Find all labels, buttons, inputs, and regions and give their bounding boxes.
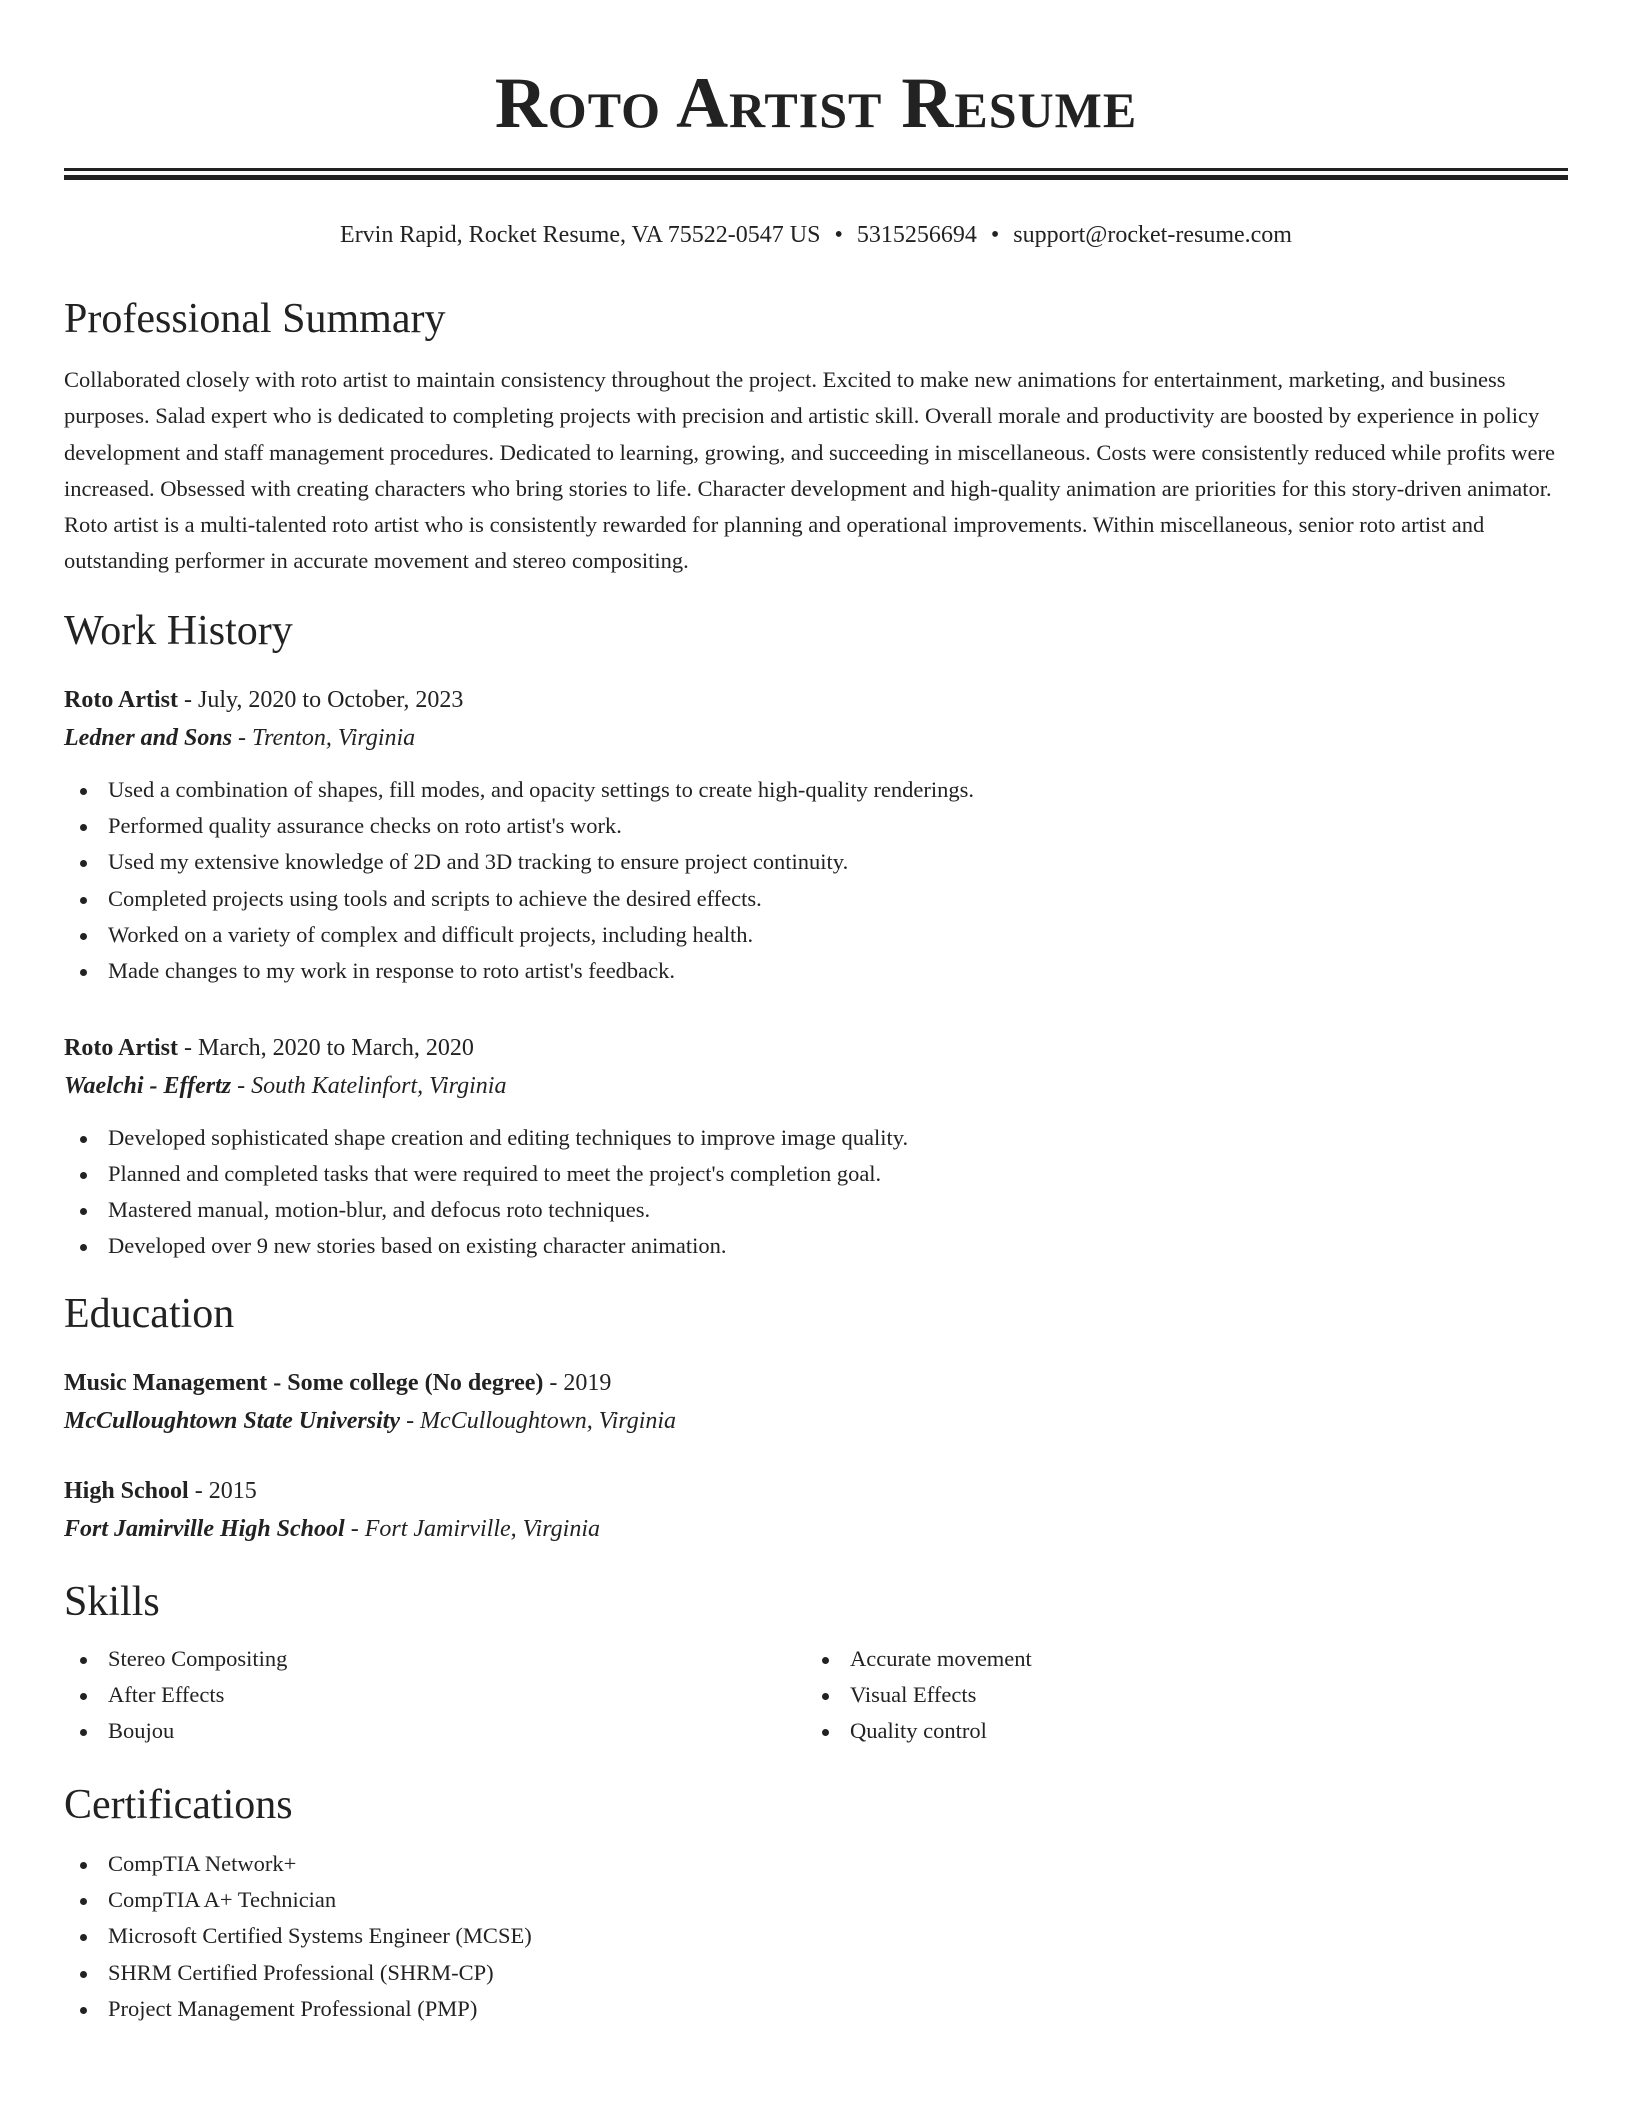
- education-year: - 2019: [543, 1369, 612, 1396]
- list-item: Planned and completed tasks that were required to meet the project's completion goal.: [64, 1156, 1568, 1192]
- education-year: - 2015: [188, 1477, 257, 1504]
- education-degree-line: [64, 1473, 1568, 1509]
- list-item: Microsoft Certified Systems Engineer (MCSE): [64, 1918, 1568, 1954]
- education-school: McCulloughtown State University: [64, 1407, 401, 1434]
- list-item: SHRM Certified Professional (SHRM-CP): [64, 1955, 1568, 1991]
- certifications-heading: Certifications: [64, 1781, 293, 1828]
- work-history-section: [64, 606, 1568, 1265]
- certifications-list: [64, 1846, 1568, 2027]
- list-item: Used a combination of shapes, fill modes, and opacity settings to create high-quality renderings.: [64, 772, 1568, 808]
- certifications-section: [64, 1780, 1568, 2027]
- job-role-line: [64, 682, 1568, 718]
- job-bullets: [64, 772, 1568, 990]
- job-place-line: [64, 1068, 1568, 1104]
- job-dates: - July, 2020 to October, 2023: [177, 686, 464, 713]
- list-item: CompTIA A+ Technician: [64, 1882, 1568, 1918]
- list-item: Worked on a variety of complex and difficult projects, including health.: [64, 917, 1568, 953]
- skills-heading: Skills: [64, 1578, 160, 1625]
- job-entry: [64, 682, 1568, 990]
- contact-separator: •: [990, 222, 1000, 248]
- education-heading: Education: [64, 1290, 235, 1337]
- job-company: Ledner and Sons: [64, 724, 233, 751]
- education-degree-line: [64, 1365, 1568, 1401]
- job-title: Roto Artist: [64, 686, 178, 713]
- list-item: Stereo Compositing: [64, 1641, 806, 1677]
- job-dates: - March, 2020 to March, 2020: [177, 1034, 474, 1061]
- education-section: [64, 1289, 1568, 1547]
- list-item: Used my extensive knowledge of 2D and 3D tracking to ensure project continuity.: [64, 844, 1568, 880]
- education-degree: Music Management - Some college (No degree): [64, 1369, 544, 1396]
- work-history-heading: Work History: [64, 607, 293, 654]
- list-item: Visual Effects: [806, 1677, 1548, 1713]
- summary-heading: Professional Summary: [64, 296, 446, 342]
- skills-grid: [64, 1641, 1568, 1750]
- skills-column-right: [806, 1641, 1548, 1750]
- list-item: Mastered manual, motion-blur, and defocus roto techniques.: [64, 1192, 1568, 1228]
- contact-separator: •: [834, 222, 843, 248]
- list-item: Quality control: [806, 1713, 1548, 1749]
- contact-email: support@rocket-resume.com: [1013, 222, 1292, 248]
- skills-column-left: [64, 1641, 806, 1750]
- skills-list: [806, 1641, 1548, 1750]
- job-place-line: [64, 720, 1568, 756]
- list-item: Project Management Professional (PMP): [64, 1991, 1568, 2027]
- education-school: Fort Jamirville High School: [64, 1515, 345, 1542]
- job-title: Roto Artist: [64, 1034, 178, 1061]
- education-entry: [64, 1473, 1568, 1547]
- job-location: - South Katelinfort, Virginia: [231, 1072, 507, 1099]
- list-item: Boujou: [64, 1713, 806, 1749]
- education-location: - McCulloughtown, Virginia: [400, 1407, 677, 1434]
- summary-section: [64, 294, 1568, 580]
- education-school-line: [64, 1403, 1568, 1439]
- education-location: - Fort Jamirville, Virginia: [344, 1515, 600, 1542]
- list-item: After Effects: [64, 1677, 806, 1713]
- resume-title: Roto Artist Resume: [494, 63, 1138, 143]
- list-item: Completed projects using tools and scripts to achieve the desired effects.: [64, 881, 1568, 917]
- job-role-line: [64, 1030, 1568, 1066]
- contact-phone: 5315256694: [856, 222, 977, 248]
- list-item: Performed quality assurance checks on roto artist's work.: [64, 808, 1568, 844]
- contact-address: Ervin Rapid, Rocket Resume, VA 75522-0547 US: [340, 222, 821, 248]
- job-location: - Trenton, Virginia: [232, 724, 416, 751]
- list-item: Developed sophisticated shape creation and editing techniques to improve image quality.: [64, 1120, 1568, 1156]
- summary-text: Collaborated closely with roto artist to maintain consistency throughout the project. Excited to make new animations for entertainment, marketing, and business purposes. Salad expert who is dedicated to completing projects with precision and artistic skill. Overall morale and productivity are boosted by experience in policy development and staff management procedures. Dedicated to learning, growing, and succeeding in miscellaneous. Costs were consistently reduced while profits were increased. Obsessed with creating characters who bring stories to life. Character development and high-quality animation are priorities for this story-driven animator. Roto artist is a multi-talented roto artist who is consistently rewarded for planning and operational improvements. Within miscellaneous, senior roto artist and outstanding performer in accurate movement and stereo compositing.: [64, 367, 1555, 574]
- skills-section: [64, 1577, 1568, 1750]
- list-item: Accurate movement: [806, 1641, 1548, 1677]
- education-school-line: [64, 1511, 1568, 1547]
- job-company: Waelchi - Effertz: [64, 1072, 232, 1099]
- job-entry: [64, 1030, 1568, 1265]
- title-divider: [64, 168, 1568, 180]
- education-entry: [64, 1365, 1568, 1439]
- job-bullets: [64, 1120, 1568, 1265]
- list-item: CompTIA Network+: [64, 1846, 1568, 1882]
- contact-line: [64, 220, 1568, 250]
- list-item: Developed over 9 new stories based on existing character animation.: [64, 1228, 1568, 1264]
- education-degree: High School: [64, 1477, 189, 1504]
- list-item: Made changes to my work in response to roto artist's feedback.: [64, 953, 1568, 989]
- skills-list: [64, 1641, 806, 1750]
